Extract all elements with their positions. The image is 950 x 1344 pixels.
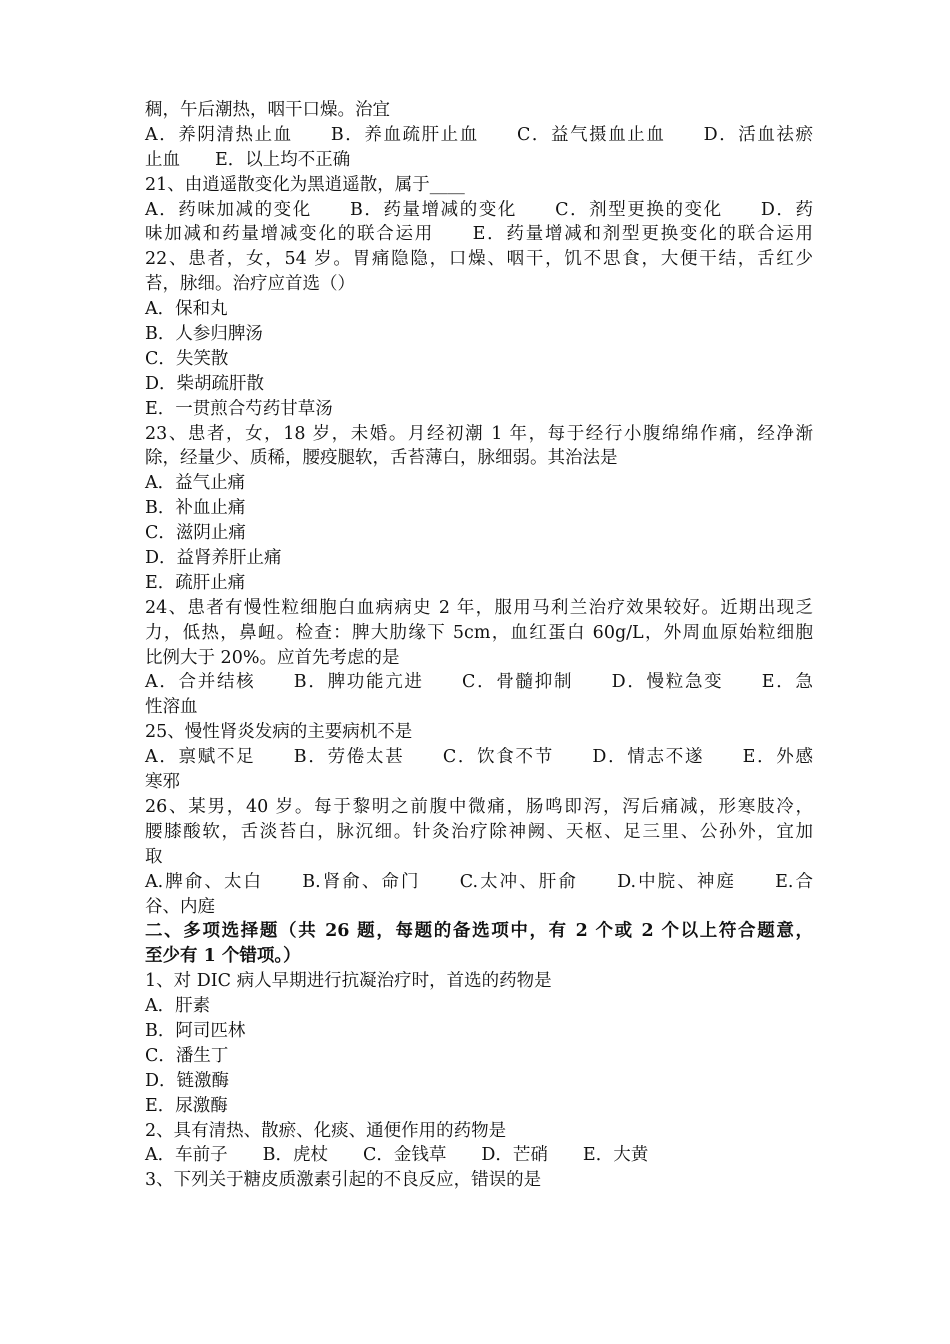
text-line: 谷、内庭 [145, 896, 215, 917]
text-line: D．柴胡疏肝散 [145, 373, 265, 394]
text-line: 25、慢性肾炎发病的主要病机不是 [145, 722, 413, 743]
text-line: A．禀赋不足 B．劳倦太甚 C．饮食不节 D．情志不遂 E．外感 [145, 747, 813, 768]
text-line: A．保和丸 [145, 299, 228, 320]
text-line: 至少有 1 个错项。） [145, 946, 301, 967]
text-line: A.脾俞、太白 B.肾俞、命门 C.太冲、肝俞 D.中脘、神庭 E.合 [145, 871, 813, 892]
text-line: A．合并结核 B．脾功能亢进 C．骨髓抑制 D．慢粒急变 E．急 [145, 672, 813, 693]
text-line: 苔，脉细。治疗应首选（） [145, 274, 355, 295]
text-line: B．阿司匹林 [145, 1020, 246, 1041]
text-line: 26、某男，40 岁。每于黎明之前腹中微痛，肠鸣即泻，泻后痛减，形寒肢冷， [145, 796, 813, 817]
text-line: 21、由逍遥散变化为黑逍遥散，属于____ [145, 174, 465, 195]
text-line: 二、多项选择题（共 26 题，每题的备选项中，有 2 个或 2 个以上符合题意， [145, 921, 813, 942]
text-line: 腰膝酸软，舌淡苔白，脉沉细。针灸治疗除神阙、天枢、足三里、公孙外，宜加 [145, 821, 813, 842]
text-line: 取 [145, 846, 163, 867]
text-line: A．养阴清热止血 B．养血疏肝止血 C．益气摄血止血 D．活血祛瘀 [145, 124, 813, 145]
text-line: A．车前子 B．虎杖 C．金钱草 D．芒硝 E．大黄 [145, 1145, 649, 1166]
text-line: 力，低热，鼻衄。检查：脾大肋缘下 5cm，血红蛋白 60g/L，外周血原始粒细胞 [145, 622, 813, 643]
text-line: A．药味加减的变化 B．药量增减的变化 C．剂型更换的变化 D．药 [145, 199, 813, 220]
text-line: 23、患者，女，18 岁，未婚。月经初潮 1 年，每于经行小腹绵绵作痛，经净渐 [145, 423, 813, 444]
text-line: E．尿激酶 [145, 1095, 228, 1116]
text-line: 2、具有清热、散瘀、化痰、通便作用的药物是 [145, 1120, 507, 1141]
text-line: A．益气止痛 [145, 473, 246, 494]
document-body [145, 98, 813, 1193]
text-line: 稠，午后潮热，咽干口燥。治宜 [145, 100, 390, 120]
text-line: B．补血止痛 [145, 498, 246, 519]
text-line: C．失笑散 [145, 348, 229, 369]
text-line: B．人参归脾汤 [145, 324, 263, 345]
text-line: 24、患者有慢性粒细胞白血病病史 2 年，服用马利兰治疗效果较好。近期出现乏 [145, 597, 813, 618]
text-line: A．肝素 [145, 996, 211, 1017]
text-line: 3、下列关于糖皮质激素引起的不良反应，错误的是 [145, 1170, 542, 1191]
text-line: 22、患者，女，54 岁。胃痛隐隐，口燥、咽干，饥不思食，大便干结，舌红少 [145, 249, 813, 270]
text-line: 止血 E．以上均不正确 [145, 149, 351, 170]
text-line: D．链激酶 [145, 1070, 230, 1091]
text-line: D．益肾养肝止痛 [145, 548, 282, 569]
text-line: 1、对 DIC 病人早期进行抗凝治疗时，首选的药物是 [145, 971, 552, 992]
text-line: 性溶血 [145, 697, 198, 718]
text-line: C．潘生丁 [145, 1045, 229, 1066]
text-line: E．一贯煎合芍药甘草汤 [145, 398, 333, 419]
text-line: 除，经量少、质稀，腰疫腿软，舌苔薄白，脉细弱。其治法是 [145, 448, 618, 469]
text-line: 比例大于 20%。应首先考虑的是 [145, 647, 400, 668]
text-line: C．滋阴止痛 [145, 523, 246, 544]
text-line: 寒邪 [145, 772, 180, 793]
text-line: 味加减和药量增减变化的联合运用 E．药量增减和剂型更换变化的联合运用 [145, 224, 813, 245]
text-line: E．疏肝止痛 [145, 572, 246, 593]
